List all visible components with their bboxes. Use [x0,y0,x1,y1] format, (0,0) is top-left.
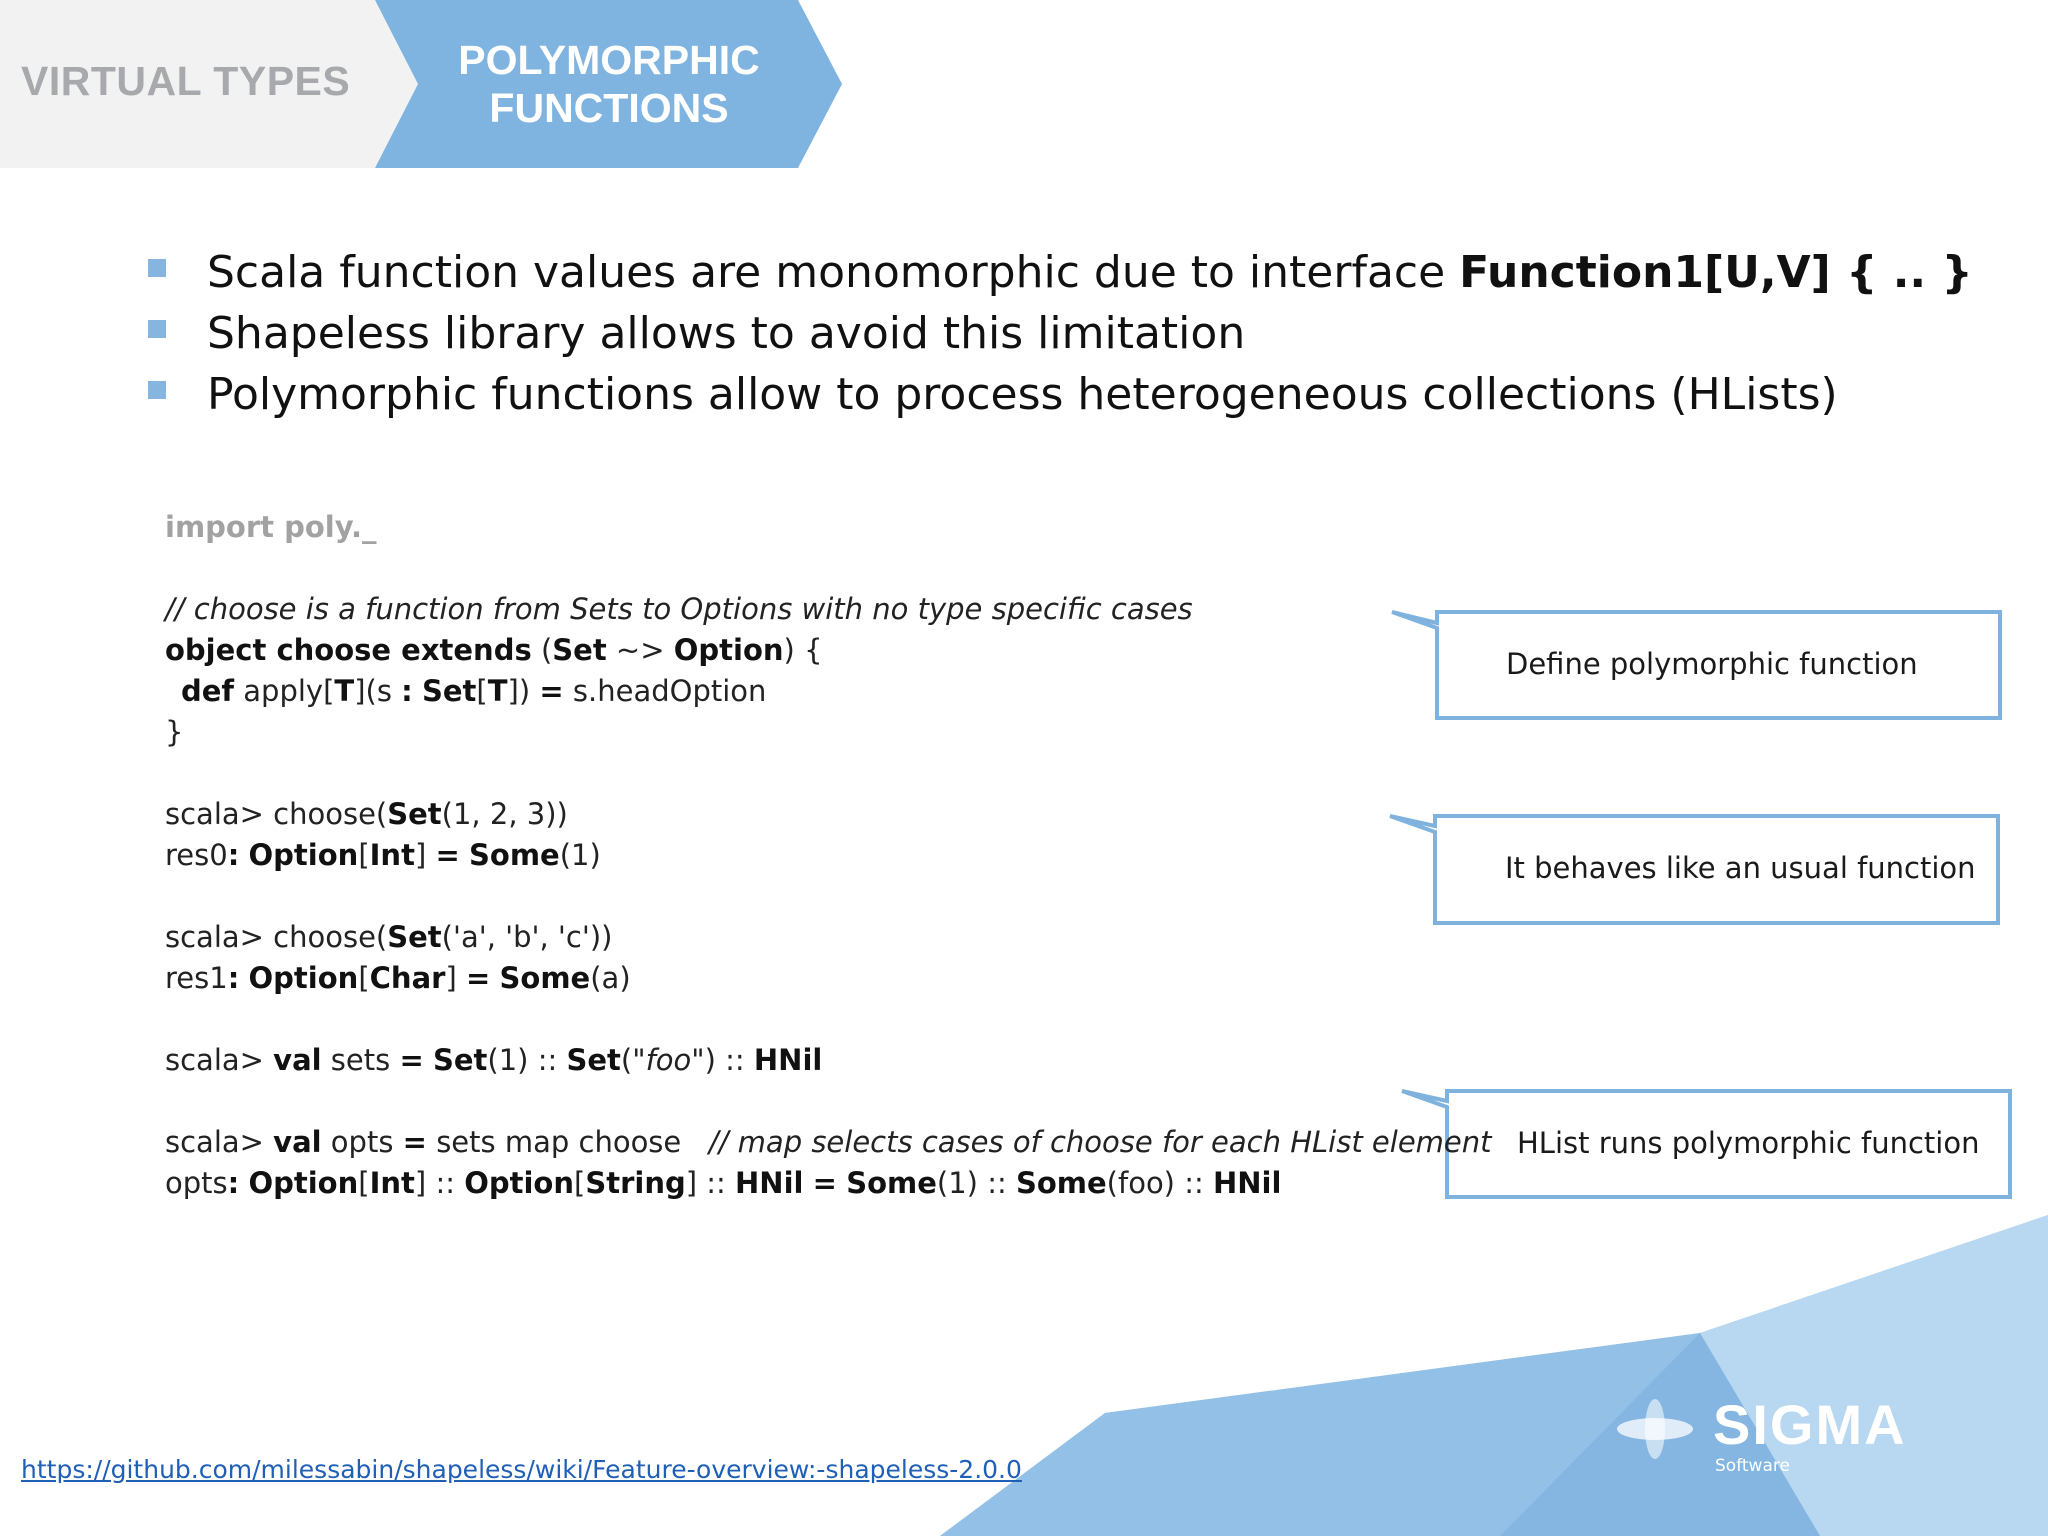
bullet-marker [148,381,166,399]
code-res-1: res1: Option[Char] = Some(a) [165,961,631,995]
code-import: import poly._ [165,510,377,544]
bullet-item [148,242,2028,303]
code-opts-result: opts: Option[Int] :: Option[String] :: HNil = Some(1) :: Some(foo) :: HNil [165,1166,1282,1200]
code-opts-line: scala> val opts = sets map choose // map selects cases of choose for each HList element [165,1125,1492,1159]
bullet-marker [148,320,166,338]
bullet-text: Shapeless library allows to avoid this limitation [207,308,1246,359]
bullet-item [148,303,2028,364]
logo-subtitle: Software [1715,1456,1790,1476]
code-call-2: scala> choose(Set('a', 'b', 'c')) [165,920,613,954]
callout-hlist-runs: HList runs polymorphic function [1517,1126,1980,1160]
bullet-text: Polymorphic functions allow to process heterogeneous collections (HLists) [207,369,1838,420]
reference-link[interactable]: https://github.com/milessabin/shapeless/wiki/Feature-overview:-shapeless-2.0.0 [21,1455,1022,1484]
bullet-list [148,242,2028,425]
code-comment: // choose is a function from Sets to Options with no type specific cases [165,592,1193,626]
code-def-line: def apply[T](s : Set[T]) = s.headOption [181,674,767,708]
callout-define-polymorphic: Define polymorphic function [1506,647,1918,681]
sigma-logo [1610,1392,1930,1482]
tab-polymorphic-functions[interactable]: POLYMORPHIC FUNCTIONS [458,37,760,131]
logo-wordmark: SIGMA [1713,1393,1907,1456]
code-sets-line: scala> val sets = Set(1) :: Set("foo") :: HNil [165,1043,823,1077]
code-call-1: scala> choose(Set(1, 2, 3)) [165,797,568,831]
callout-usual-function: It behaves like an usual function [1505,851,1976,885]
bullet-marker [148,259,166,277]
code-object-line: object choose extends (Set ~> Option) { [165,633,823,667]
bullet-item [148,364,2028,425]
code-close-brace: } [165,715,184,749]
code-res-0: res0: Option[Int] = Some(1) [165,838,601,872]
bullet-bold-text: Function1[U,V] { .. } [1459,247,1973,298]
bullet-text: Scala function values are monomorphic due to interface [207,247,1460,298]
tab-virtual-types[interactable]: VIRTUAL TYPES [21,58,351,104]
